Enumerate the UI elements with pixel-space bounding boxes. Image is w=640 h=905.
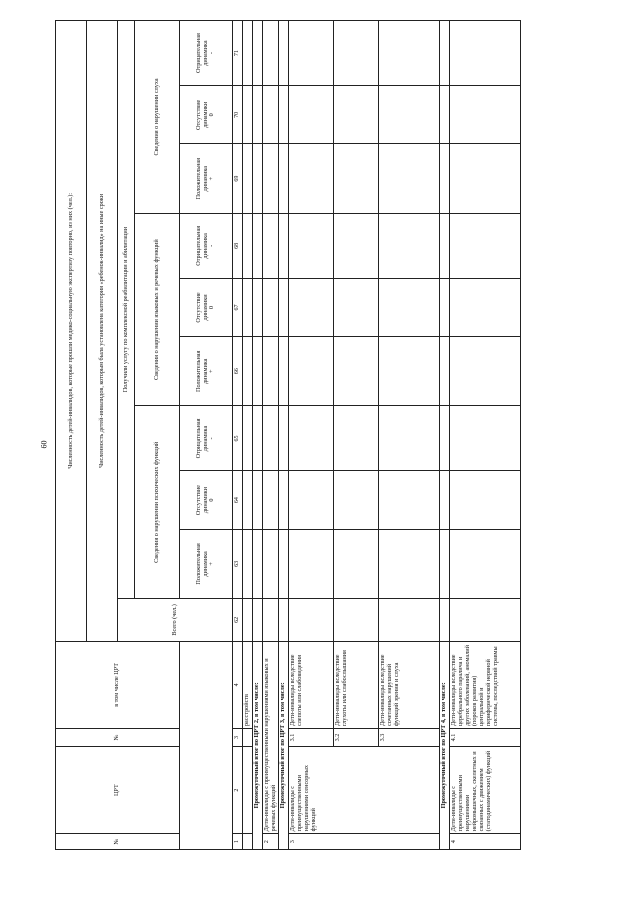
colnum: 70 xyxy=(233,86,243,144)
subtotal-label: Промежуточный итог по ЦРТ 3, в том числе: xyxy=(279,641,289,849)
dyn-none-3: Отсутствие динамики 0 xyxy=(180,86,233,144)
header-top-title: Численность детей-инвалидов, которые прошли медико-социальную экспертизу повторно, из них (чел.): xyxy=(56,21,87,642)
colnum: 3 xyxy=(233,729,243,747)
group-psychic: Сведения о нарушении психических функций xyxy=(135,406,180,599)
row-text: Дети-инвалиды вследствие церебрального паралича и других заболеваний, аномалий (пороков развития) центральной и периферической нервной системы, последствий травмы xyxy=(450,641,521,728)
dyn-neg-3: Отрицательная динамика - xyxy=(180,21,233,86)
column-number-row xyxy=(233,21,243,850)
header-service-title: Получили услугу по комплексной реабилитации и абилитации xyxy=(118,21,135,599)
colnum: 2 xyxy=(233,746,243,833)
dyn-pos-1: Положительная динамика + xyxy=(180,529,233,598)
table-row xyxy=(379,21,440,850)
report-table xyxy=(55,20,521,850)
header-crt: ЦРТ xyxy=(56,746,180,833)
colnum: 4 xyxy=(233,641,243,728)
row-text: Дети-инвалиды с преимущественными нарушениями нейромышечных, скелетных и связанных с движением (статодинамических) функций xyxy=(450,746,521,833)
dyn-pos-2: Положительная динамика + xyxy=(180,337,233,406)
colnum: 67 xyxy=(233,278,243,336)
row-number: 3 xyxy=(289,834,440,850)
row-subnumber: 3.3 xyxy=(379,729,440,747)
row-subnumber: 4.1 xyxy=(450,729,521,747)
colnum: 66 xyxy=(233,337,243,406)
colnum: 62 xyxy=(233,599,243,642)
row-text: Дети-инвалиды с преимущественными нарушениями сенсорных функций xyxy=(289,746,440,833)
colnum: 69 xyxy=(233,144,243,213)
dyn-pos-3: Положительная динамика + xyxy=(180,144,233,213)
header-no: № xyxy=(56,834,180,850)
row-text: Дети-инвалиды вследствие слепоты или слабовидения xyxy=(289,641,334,728)
colnum: 1 xyxy=(233,834,243,850)
colnum: 65 xyxy=(233,406,243,471)
row-text: Дети-инвалиды с преимущественными нарушениями языковых и речевых функций xyxy=(262,641,279,834)
row-number: 2 xyxy=(262,834,279,850)
subtotal-row xyxy=(440,21,450,850)
table-row xyxy=(242,21,252,850)
row-subnumber: 3.2 xyxy=(334,729,379,747)
table-row xyxy=(262,21,279,850)
colnum: 71 xyxy=(233,21,243,86)
colnum: 63 xyxy=(233,529,243,598)
subtotal-row xyxy=(279,21,289,850)
row-subnumber: 3.1 xyxy=(289,729,334,747)
table-row xyxy=(289,21,334,850)
dyn-none-2: Отсутствие динамики 0 xyxy=(180,278,233,336)
page-number: 60 xyxy=(39,440,49,449)
group-hearing: Сведения о нарушении слуха xyxy=(135,21,180,214)
table-row xyxy=(450,21,521,850)
colnum: 64 xyxy=(233,471,243,529)
header-no2: № xyxy=(56,729,180,747)
dyn-neg-2: Отрицательная динамика - xyxy=(180,213,233,278)
row-text: Дети-инвалиды вследствие сочетанных нарушений функций зрения и слуха xyxy=(379,641,440,728)
dyn-neg-1: Отрицательная динамика - xyxy=(180,406,233,471)
header-including: в том числе ЦРТ xyxy=(56,641,180,728)
row-text: Дети-инвалиды вследствие глухоты или слабослышания xyxy=(334,641,379,728)
rotated-table-frame xyxy=(55,20,615,850)
table-row xyxy=(334,21,379,850)
subtotal-row xyxy=(252,21,262,850)
colnum: 68 xyxy=(233,213,243,278)
subtotal-label: Промежуточный итог по ЦРТ 4, в том числе: xyxy=(440,641,450,849)
header-sub-title: Численность детей-инвалидов, которым была установлена категория «ребенок-инвалид» на иные сроки xyxy=(87,21,118,642)
row-number: 4 xyxy=(450,834,521,850)
header-total: Всего (чел.) xyxy=(118,599,233,642)
dyn-none-1: Отсутствие динамики 0 xyxy=(180,471,233,529)
group-speech: Сведения о нарушении языковых и речевых функций xyxy=(135,213,180,406)
subtotal-label: Промежуточный итог по ЦРТ 2, в том числе: xyxy=(252,641,262,849)
row-text: расстройств xyxy=(242,641,252,728)
